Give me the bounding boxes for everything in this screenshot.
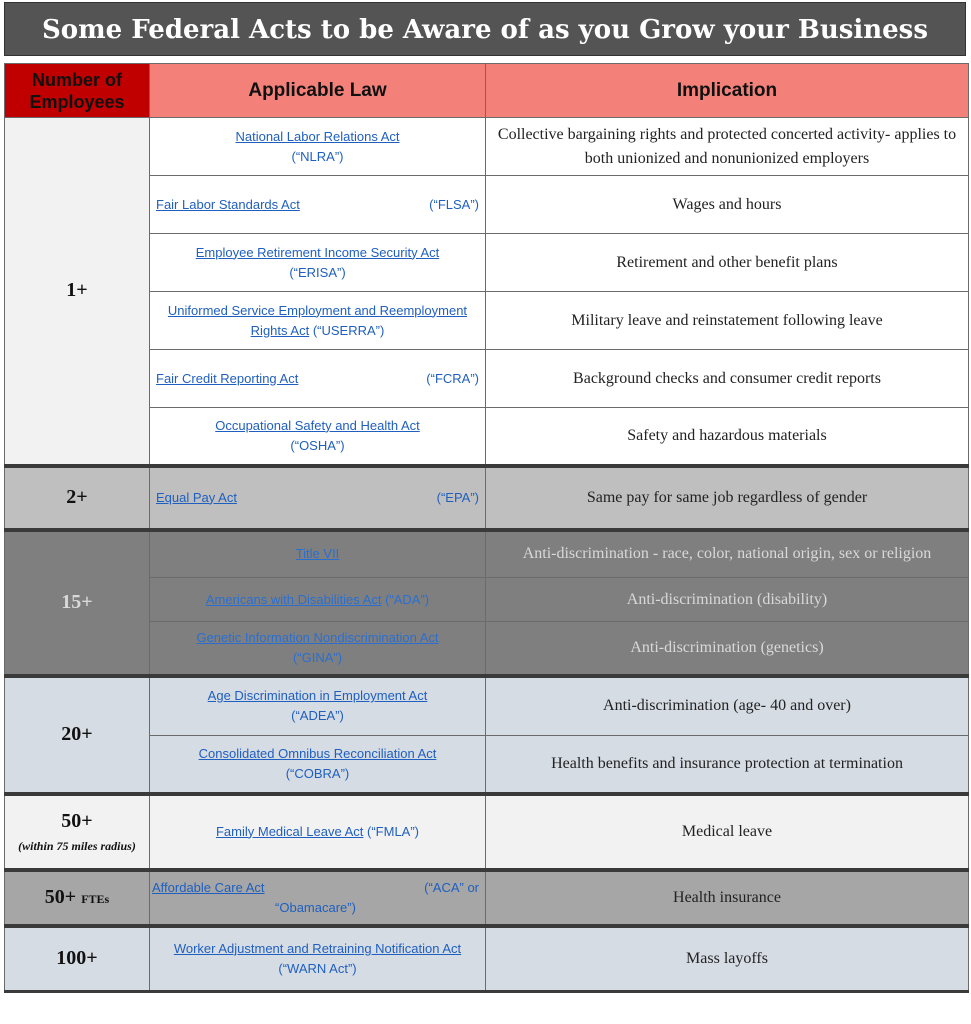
law-cell bbox=[150, 408, 486, 466]
table-row bbox=[5, 176, 969, 234]
employee-count: 15+ bbox=[5, 530, 150, 676]
header-row bbox=[5, 64, 969, 118]
law-cell bbox=[150, 234, 486, 292]
law-link[interactable]: Genetic Information Nondiscrimination Act bbox=[196, 629, 439, 645]
implication-cell: Retirement and other benefit plans bbox=[486, 234, 969, 292]
implication-cell: Anti-discrimination - race, color, national origin, sex or religion bbox=[486, 530, 969, 578]
implication-cell: Health benefits and insurance protection at termination bbox=[486, 736, 969, 794]
law-abbr-continued: “Obamacare”) bbox=[275, 899, 356, 915]
implication-cell: Medical leave bbox=[486, 794, 969, 870]
table-row bbox=[5, 622, 969, 676]
implication-cell: Health insurance bbox=[486, 870, 969, 926]
law-link[interactable]: Uniformed Service Employment and Reemployment Rights Act bbox=[167, 302, 468, 338]
table-row bbox=[5, 794, 969, 870]
table-row bbox=[5, 578, 969, 622]
table-row bbox=[5, 408, 969, 466]
employee-count bbox=[5, 794, 150, 870]
table-row bbox=[5, 234, 969, 292]
implication-cell: Anti-discrimination (genetics) bbox=[486, 622, 969, 676]
law-cell bbox=[150, 578, 486, 622]
law-cell bbox=[150, 926, 486, 992]
law-abbr: (“NLRA”) bbox=[291, 148, 344, 164]
employee-count: 100+ bbox=[5, 926, 150, 992]
law-abbr: (“ACA” or bbox=[424, 879, 479, 895]
implication-cell: Military leave and reinstatement following leave bbox=[486, 292, 969, 350]
law-link[interactable]: Employee Retirement Income Security Act bbox=[195, 244, 440, 260]
implication-cell: Anti-discrimination (age- 40 and over) bbox=[486, 676, 969, 736]
law-cell bbox=[150, 870, 486, 926]
law-abbr: (“GINA”) bbox=[292, 649, 343, 665]
table-row bbox=[5, 118, 969, 176]
table-row bbox=[5, 530, 969, 578]
law-abbr: (“FMLA”) bbox=[367, 823, 420, 839]
law-link[interactable]: Worker Adjustment and Retraining Notification Act bbox=[173, 940, 462, 956]
table-row bbox=[5, 292, 969, 350]
law-cell bbox=[150, 350, 486, 408]
table-row bbox=[5, 870, 969, 926]
law-abbr: (“COBRA”) bbox=[285, 765, 350, 781]
implication-cell: Collective bargaining rights and protected concerted activity- applies to both unionized and nonunionized employers bbox=[486, 118, 969, 176]
employee-count: 1+ bbox=[5, 118, 150, 466]
implication-cell: Wages and hours bbox=[486, 176, 969, 234]
header-implication: Implication bbox=[486, 64, 969, 118]
law-cell bbox=[150, 292, 486, 350]
law-abbr: (“WARN Act”) bbox=[278, 960, 357, 976]
implication-cell: Safety and hazardous materials bbox=[486, 408, 969, 466]
implication-cell: Background checks and consumer credit reports bbox=[486, 350, 969, 408]
law-abbr: (“USERRA”) bbox=[312, 322, 385, 338]
law-link[interactable]: Equal Pay Act bbox=[156, 489, 237, 505]
law-abbr: (“FLSA”) bbox=[429, 196, 479, 212]
law-abbr: (“EPA”) bbox=[436, 489, 479, 505]
employee-count: 2+ bbox=[5, 466, 150, 530]
law-abbr: (“ADA”) bbox=[385, 591, 430, 607]
employee-count-suffix: FTEs bbox=[81, 892, 110, 906]
federal-acts-table bbox=[4, 63, 969, 993]
header-employees: Number of Employees bbox=[5, 64, 150, 118]
law-cell bbox=[150, 736, 486, 794]
header-law: Applicable Law bbox=[150, 64, 486, 118]
law-abbr: (“ERISA”) bbox=[289, 264, 346, 280]
employee-count bbox=[5, 870, 150, 926]
law-link[interactable]: Fair Labor Standards Act bbox=[156, 196, 300, 212]
page-title: Some Federal Acts to be Aware of as you Grow your Business bbox=[4, 2, 966, 56]
law-cell bbox=[150, 676, 486, 736]
employee-count-value: 50+ bbox=[44, 886, 77, 908]
law-link[interactable]: Fair Credit Reporting Act bbox=[156, 370, 299, 386]
implication-cell: Same pay for same job regardless of gender bbox=[486, 466, 969, 530]
table-row bbox=[5, 926, 969, 992]
law-link[interactable]: National Labor Relations Act bbox=[235, 128, 400, 144]
law-link[interactable]: Americans with Disabilities Act bbox=[205, 591, 382, 607]
law-cell bbox=[150, 622, 486, 676]
law-cell bbox=[150, 466, 486, 530]
law-cell bbox=[150, 176, 486, 234]
law-link[interactable]: Family Medical Leave Act bbox=[215, 823, 364, 839]
law-cell bbox=[150, 794, 486, 870]
law-abbr: (“ADEA”) bbox=[291, 708, 344, 724]
law-abbr: (“OSHA”) bbox=[290, 437, 345, 453]
law-link[interactable]: Age Discrimination in Employment Act bbox=[207, 688, 428, 704]
implication-cell: Mass layoffs bbox=[486, 926, 969, 992]
law-cell bbox=[150, 118, 486, 176]
implication-cell: Anti-discrimination (disability) bbox=[486, 578, 969, 622]
law-link[interactable]: Affordable Care Act bbox=[152, 879, 265, 895]
table-row bbox=[5, 466, 969, 530]
employee-count-note: (within 75 miles radius) bbox=[18, 838, 136, 853]
law-cell bbox=[150, 530, 486, 578]
employee-count: 20+ bbox=[5, 676, 150, 794]
table-row bbox=[5, 350, 969, 408]
table-row bbox=[5, 676, 969, 736]
table-row bbox=[5, 736, 969, 794]
law-link[interactable]: Title VII bbox=[295, 546, 340, 562]
law-link[interactable]: Consolidated Omnibus Reconciliation Act bbox=[198, 745, 437, 761]
law-link[interactable]: Occupational Safety and Health Act bbox=[215, 417, 420, 433]
employee-count-value: 50+ bbox=[61, 809, 93, 832]
law-abbr: (“FCRA”) bbox=[426, 370, 479, 386]
